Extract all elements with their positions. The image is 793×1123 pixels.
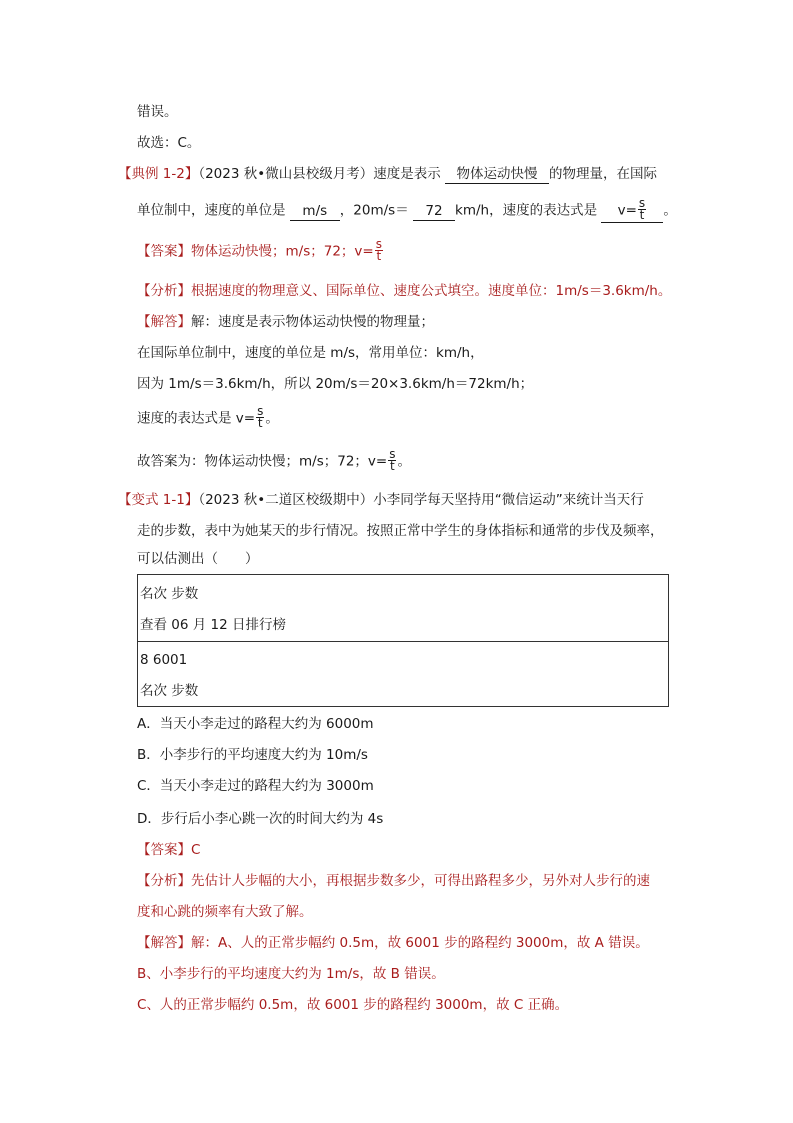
example-question-line1 bbox=[118, 164, 657, 184]
answer-text: 物体运动快慢；m/s；72；v= bbox=[191, 243, 374, 260]
answer-text: C bbox=[191, 842, 201, 858]
text: 单位制中，速度的单位是 bbox=[137, 202, 286, 219]
variant-question-line1 bbox=[118, 490, 644, 510]
answer-line bbox=[137, 237, 384, 263]
fraction bbox=[638, 198, 646, 221]
fraction bbox=[375, 239, 383, 262]
analysis-line bbox=[137, 871, 650, 891]
text: 故答案为：物体运动快慢；m/s；72；v= bbox=[137, 453, 388, 470]
table-row: 8 6001 bbox=[140, 652, 188, 668]
text: v= bbox=[617, 202, 637, 219]
analysis-line bbox=[137, 281, 671, 301]
answer-blank bbox=[601, 196, 663, 223]
text: 速度是表示 bbox=[373, 166, 441, 182]
table-row: 名次 步数 bbox=[140, 586, 199, 602]
fraction bbox=[256, 406, 264, 429]
text: 。 bbox=[663, 202, 677, 219]
denominator: t bbox=[376, 249, 382, 263]
table-divider bbox=[138, 641, 668, 642]
analysis-tag: 【分析】 bbox=[137, 873, 191, 889]
text: 。 bbox=[265, 410, 279, 427]
answer-blank: 72 bbox=[413, 202, 455, 221]
numerator: s bbox=[375, 237, 382, 251]
denominator: t bbox=[639, 208, 645, 222]
solution-line: B、小李步行的平均速度大约为 1m/s，故 B 错误。 bbox=[137, 966, 445, 982]
option-d: D．步行后小李心跳一次的时间大约为 4s bbox=[137, 811, 384, 827]
answer-blank: m/s bbox=[290, 202, 340, 221]
text-line: 故选：C。 bbox=[137, 135, 201, 151]
analysis-text: 根据速度的物理意义、国际单位、速度公式填空。速度单位：1m/s＝3.6km/h。 bbox=[191, 283, 672, 299]
denominator: t bbox=[257, 416, 263, 430]
numerator: s bbox=[389, 447, 396, 461]
text: ，20m/s＝ bbox=[339, 202, 409, 219]
text: 速度的表达式是 v= bbox=[137, 410, 256, 427]
analysis-text: 先估计人步幅的大小，再根据步数多少，可得出路程多少，另外对人步行的速 bbox=[191, 873, 650, 889]
solution-line: 因为 1m/s＝3.6km/h，所以 20m/s＝20×3.6km/h＝72km/h； bbox=[137, 376, 534, 392]
analysis-tag: 【分析】 bbox=[137, 283, 191, 299]
solution-line: C、人的正常步幅约 0.5m，故 6001 步的路程约 3000m，故 C 正确。 bbox=[137, 997, 569, 1013]
answer-blank: 物体运动快慢 bbox=[445, 165, 549, 184]
solution-line bbox=[137, 447, 411, 473]
option-b: B．小李步行的平均速度大约为 10m/s bbox=[137, 747, 368, 763]
option-c: C．当天小李走过的路程大约为 3000m bbox=[137, 778, 374, 794]
denominator: t bbox=[389, 459, 395, 473]
solution-line bbox=[137, 404, 279, 430]
solution-line: 在国际单位制中，速度的单位是 m/s，常用单位：km/h， bbox=[137, 345, 484, 361]
solution-tag: 【解答】 bbox=[137, 314, 191, 330]
numerator: s bbox=[257, 404, 264, 418]
text: 解：A、人的正常步幅约 0.5m，故 6001 步的路程约 3000m，故 A 错误。 bbox=[191, 935, 649, 951]
text: km/h，速度的表达式是 bbox=[455, 202, 598, 219]
text: 。 bbox=[397, 453, 411, 470]
text-line: 错误。 bbox=[137, 104, 178, 120]
table-row: 名次 步数 bbox=[140, 683, 199, 699]
solution-line bbox=[137, 933, 649, 953]
table-row: 查看 06 月 12 日排行榜 bbox=[140, 617, 287, 633]
solution-line bbox=[137, 312, 434, 332]
text: 的物理量，在国际 bbox=[549, 166, 658, 182]
answer-line bbox=[137, 840, 200, 860]
answer-tag: 【答案】 bbox=[137, 842, 191, 858]
numerator: s bbox=[638, 196, 646, 210]
variant-tag: 【变式 1-1】 bbox=[118, 492, 199, 508]
variant-question-line3: 可以估测出（ ） bbox=[137, 551, 259, 567]
analysis-line: 度和心跳的频率有大致了解。 bbox=[137, 904, 313, 920]
text: （2023 秋•二道区校级期中）小李同学每天坚持用“微信运动”来统计当天行 bbox=[198, 492, 644, 508]
option-a: A．当天小李走过的路程大约为 6000m bbox=[137, 716, 374, 732]
variant-question-line2: 走的步数，表中为她某天的步行情况。按照正常中学生的身体指标和通常的步伐及频率， bbox=[137, 523, 664, 539]
solution-tag: 【解答】 bbox=[137, 935, 191, 951]
source: （2023 秋•微山县校级月考） bbox=[198, 166, 374, 182]
example-tag: 【典例 1-2】 bbox=[118, 166, 199, 182]
text: 解：速度是表示物体运动快慢的物理量； bbox=[191, 314, 434, 330]
fraction bbox=[388, 449, 396, 472]
answer-tag: 【答案】 bbox=[137, 243, 191, 260]
example-question-line2 bbox=[137, 196, 677, 222]
step-table bbox=[137, 574, 669, 707]
